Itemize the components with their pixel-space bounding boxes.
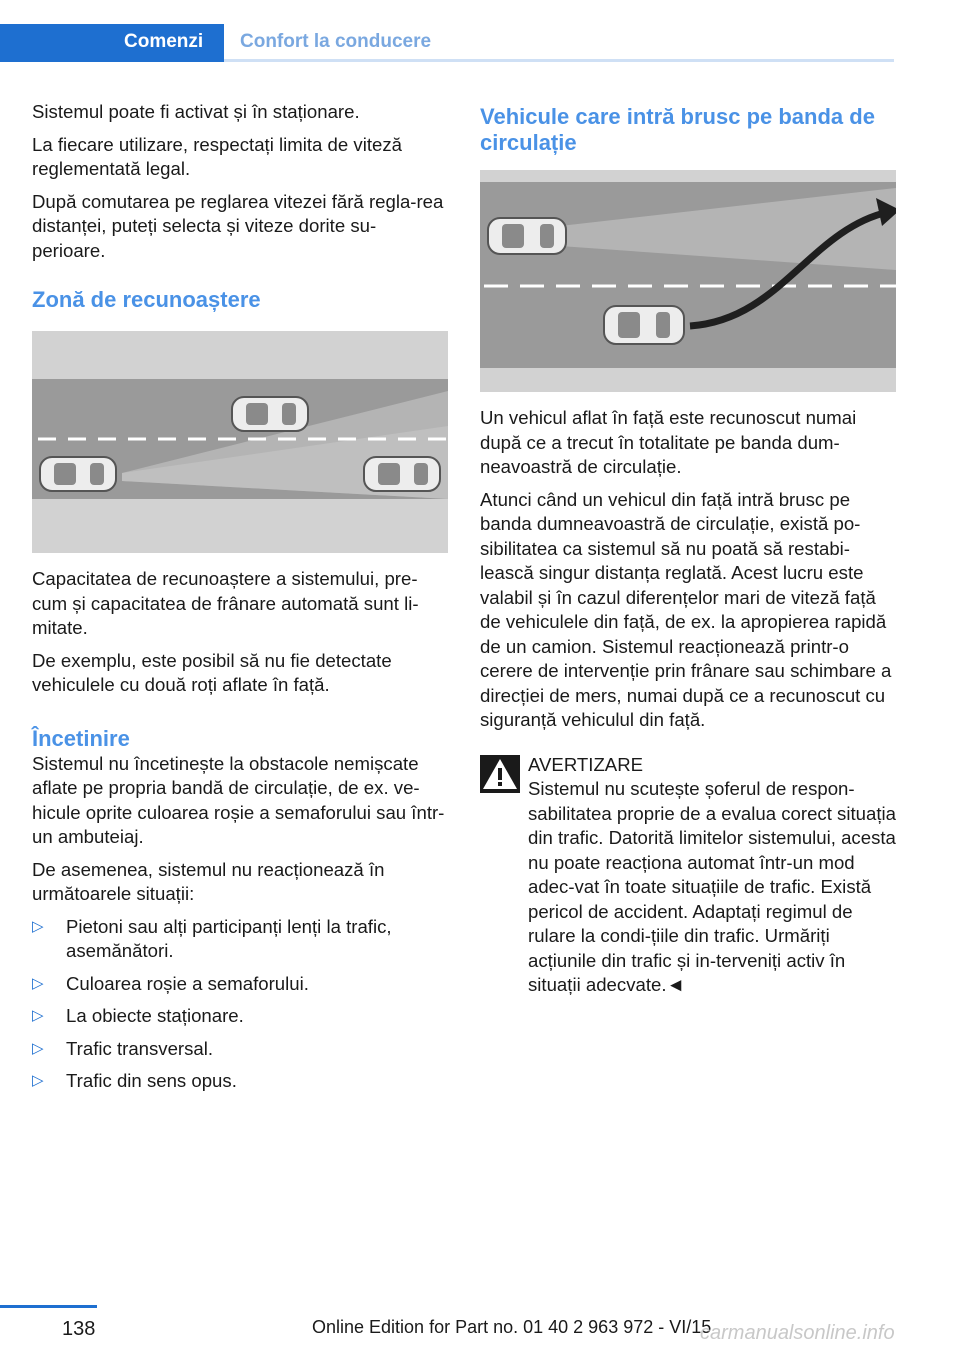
paragraph: Capacitatea de recunoaștere a sistemului, pre‐cum și capacitatea de frânare automată sunt li‐mitate. bbox=[32, 568, 419, 638]
page-number: 138 bbox=[62, 1318, 96, 1340]
heading-cut-in-vehicles: Vehicule care intră brusc pe banda de circulație bbox=[480, 104, 875, 155]
list-item: ▷ La obiecte staționare. bbox=[32, 1004, 448, 1029]
paragraph: La fiecare utilizare, respectați limita de viteză reglementată legal. bbox=[32, 133, 402, 179]
paragraph: De asemenea, sistemul nu reacționează în următoarele situații: bbox=[32, 858, 385, 904]
car-front-upper bbox=[232, 397, 308, 431]
paragraph: De exemplu, este posibil să nu fie detectate vehiculele cu două roți aflate în față. bbox=[32, 649, 392, 695]
car-own bbox=[488, 218, 566, 254]
car-cutting-in bbox=[604, 306, 684, 344]
list-item: ▷ Trafic transversal. bbox=[32, 1037, 448, 1062]
triangle-bullet-icon: ▷ bbox=[32, 917, 44, 935]
paragraph: După comutarea pe reglarea vitezei fără regla‐rea distanței, puteți selecta și viteze dorite su‐perioare. bbox=[32, 190, 444, 261]
paragraph: Sistemul nu încetinește la obstacole nemișcate aflate pe propria bandă de circulație, de ex. ve‐hicule oprite culoarea roșie a semaforului sau într-un ambuteiaj. bbox=[32, 752, 445, 847]
list-item: ▷ Culoarea roșie a semaforului. bbox=[32, 972, 448, 997]
right-column bbox=[480, 100, 896, 998]
tab-confort-la-conducere[interactable]: Confort la conducere bbox=[240, 31, 432, 52]
header-rule bbox=[224, 59, 894, 62]
car-own bbox=[40, 457, 116, 491]
list-item: ▷ Trafic din sens opus. bbox=[32, 1069, 448, 1094]
paragraph: Un vehicul aflat în față este recunoscut numai după ce a trecut în totalitate pe banda dum‐neavoastră de circulație. bbox=[480, 407, 857, 477]
car-front-same-lane bbox=[364, 457, 440, 491]
page-header bbox=[0, 0, 960, 62]
heading-deceleration: Încetinire bbox=[32, 725, 130, 751]
triangle-bullet-icon: ▷ bbox=[32, 974, 44, 992]
paragraph: Sistemul poate fi activat și în staționare. bbox=[32, 101, 360, 122]
tab-comenzi[interactable]: Comenzi bbox=[0, 24, 224, 62]
situation-list bbox=[32, 915, 448, 1094]
triangle-bullet-icon: ▷ bbox=[32, 1007, 44, 1024]
triangle-bullet-icon: ▷ bbox=[32, 1072, 44, 1089]
warning-title: AVERTIZARE bbox=[528, 753, 644, 775]
heading-recognition-zone: Zonă de recunoaștere bbox=[32, 287, 261, 312]
left-column bbox=[32, 100, 448, 1102]
warning-text: Sistemul nu scutește șoferul de respon‐sabilitatea proprie de a evalua corect situația din trafic. Datorită limitelor sistemului, acesta nu poate reacționa automat într-un mod adec‐vat în toate situațiile de trafic. Există pericol de accident. Adaptați regimul de rulare la condi‐țiile din trafic. Urmăriți acțiunile din trafic și in‐terveniți activ în situații adecvate.◄ bbox=[528, 778, 896, 995]
footer-rule bbox=[0, 1305, 97, 1308]
warning-box bbox=[480, 753, 896, 998]
warning-triangle-icon bbox=[480, 755, 520, 793]
edition-text: Online Edition for Part no. 01 40 2 963 972 - VI/15 bbox=[312, 1317, 712, 1337]
paragraph: Atunci când un vehicul din față intră brusc pe banda dumneavoastră de circulație, există po‐sibilitatea ca sistemul să nu poată să restabi‐lească singur distanța reglată. Acest lucru este valabil și în cazul diferențelor mari de viteză față de vehiculele din față, de ex. la apropierea rapidă de un camion. Sistemul reacționează printr-o cerere de intervenție prin frânare sau schimbare a direcției de mers, numai după ce a recunoscut cu siguranță vehiculul din față. bbox=[480, 488, 892, 730]
recognition-zone-illustration bbox=[32, 331, 448, 553]
cut-in-vehicle-illustration bbox=[480, 170, 896, 392]
watermark: carmanualsonline.info bbox=[700, 1322, 895, 1344]
list-item: ▷ Pietoni sau alți participanți lenți la trafic, asemănători. bbox=[32, 915, 392, 961]
triangle-bullet-icon: ▷ bbox=[32, 1039, 44, 1057]
